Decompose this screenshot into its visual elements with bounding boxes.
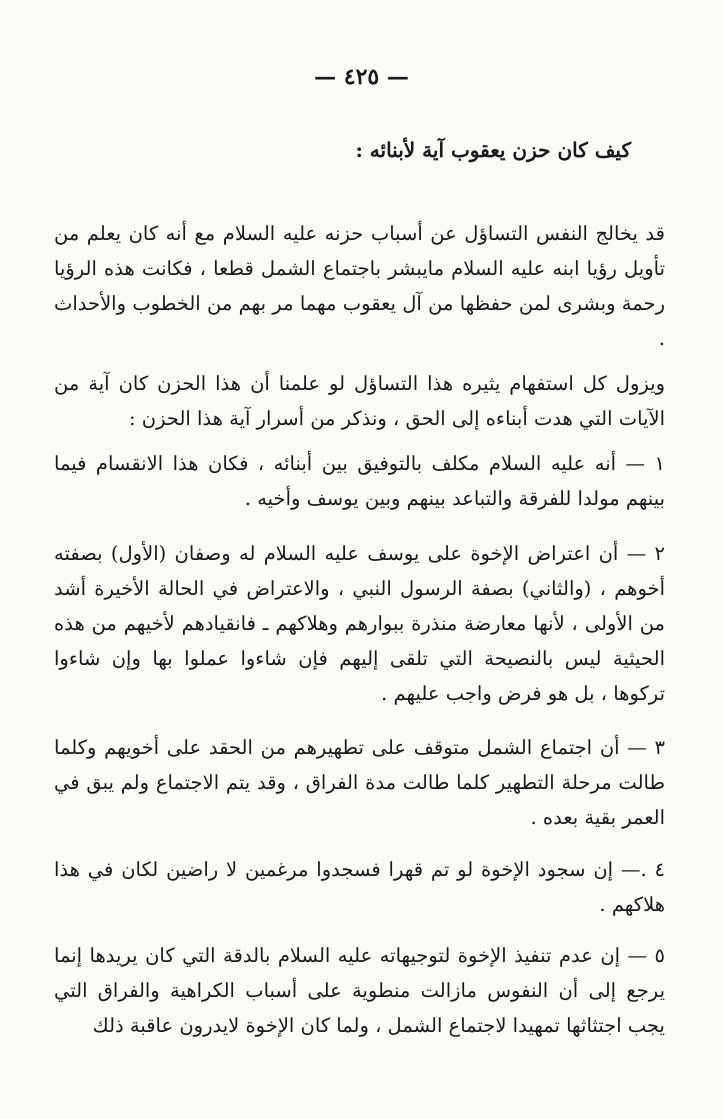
paragraph-point-1: ١ — أنه عليه السلام مكلف بالتوفيق بين أبنائه ، فكان هذا الانقسام فيما بينهم مولدا للفرقة والتباعد بينهم وبين يوسف وأخيه . [54,451,665,510]
paragraph-point-4: ٤ .— إن سجود الإخوة لو تم قهرا فسجدوا مرغمين لا راضين لكان في هذا هلاكهم . [54,857,665,916]
section-heading: كيف كان حزن يعقوب آية لأبنائه : [355,138,631,162]
paragraph-answer: ويزول كل استفهام يثيره هذا التساؤل لو علمنا أن هذا الحزن كان آية من الآيات التي هدت أبناءه إلى الحق ، ونذكر من أسرار آية هذا الحزن : [54,371,665,430]
page-number: — ٤٢٥ — [314,64,409,90]
paragraph-point-3: ٣ — أن اجتماع الشمل متوقف على تطهيرهم من الحقد على أخويهم وكلما طالت مرحلة التطهير كلما طالت مدة الفراق ، وقد يتم الاجتماع ولم يبق في العمر بقية بعده . [54,735,665,829]
paragraph-point-2: ٢ — أن اعتراض الإخوة على يوسف عليه السلام له وصفان (الأول) بصفته أخوهم ، (والثاني) بصفة الرسول النبي ، والاعتراض في الحالة الأخيرة أشد من الأولى ، لأنها معارضة منذرة ببوارهم وهلاكهم ـ فانقيادهم لأخيهم من هذه الحيثية ليس بالنصيحة التي تلقى إليهم فإن شاءوا عملوا بها وإن شاءوا تركوها ، بل هو فرض واجب عليهم . [54,541,665,705]
paragraph-intro: قد يخالج النفس التساؤل عن أسباب حزنه عليه السلام مع أنه كان يعلم من تأويل رؤيا ابنه عليه السلام مايبشر باجتماع الشمل قطعا ، فكانت هذه الرؤيا رحمة وبشرى لمن حفظها من آل يعقوب مهما مر بهم من الخطوب والأحداث . [54,221,665,350]
paragraph-point-5: ٥ — إن عدم تنفيذ الإخوة لتوجيهاته عليه السلام بالدقة التي كان يريدها إنما يرجع إلى أن النفوس مازالت منطوية على أسباب الكراهية والفراق التي يجب اجتثاثها تمهيدا لاجتماع الشمل ، ولما كان الإخوة لايدرون عاقبة ذلك [54,943,665,1037]
